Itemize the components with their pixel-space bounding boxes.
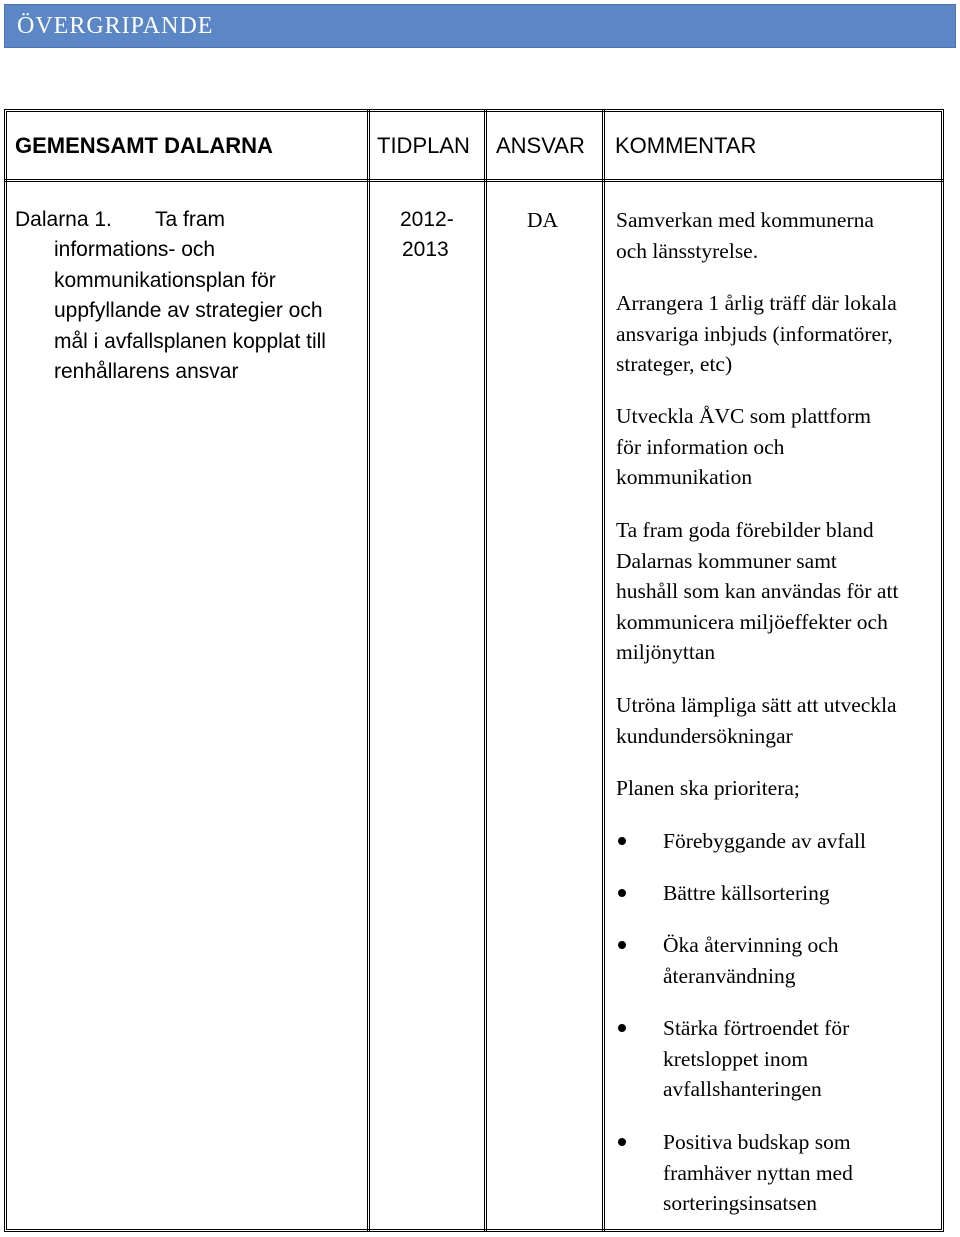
tidplan-line: 2013 — [402, 238, 449, 261]
item-text-line: informations- och — [54, 238, 216, 261]
comment-paragraph: Utveckla ÅVC som plattform för information och kommunikation — [616, 404, 871, 489]
comment-paragraph: Utröna lämpliga sätt att utveckla kundundersökningar — [616, 693, 897, 748]
comment-paragraph: Arrangera 1 årlig träff där lokala ansvariga inbjuds (informatörer, strateger, etc) — [616, 291, 897, 376]
section-title: ÖVERGRIPANDE — [17, 13, 214, 39]
ansvar-value: DA — [527, 208, 559, 232]
item-text-line: renhållarens ansvar — [54, 360, 239, 383]
header-tidplan: TIDPLAN — [377, 133, 470, 158]
bullet-icon — [618, 889, 626, 897]
header-kommentar: KOMMENTAR — [615, 133, 757, 158]
item-text-line: kommunikationsplan för — [54, 269, 276, 292]
column-divider-1 — [367, 109, 370, 1232]
header-divider — [4, 179, 944, 182]
bullet-icon — [618, 837, 626, 845]
item-text-first: Ta fram — [155, 208, 226, 231]
tidplan-line: 2012- — [400, 208, 454, 231]
header-gemensamt-dalarna: GEMENSAMT DALARNA — [15, 133, 273, 158]
comment-paragraph: Planen ska prioritera; — [616, 776, 800, 800]
item-number: Dalarna 1. — [15, 208, 112, 231]
section-banner — [4, 4, 956, 48]
header-ansvar: ANSVAR — [496, 133, 585, 158]
bullet-icon — [618, 1024, 626, 1032]
comment-paragraph: Ta fram goda förebilder bland Dalarnas kommuner samt hushåll som kan användas för att kommunicera miljöeffekter och miljönyttan — [616, 518, 899, 664]
item-text-line: uppfyllande av strategier och — [54, 299, 323, 322]
column-divider-2 — [484, 109, 487, 1232]
bullet-icon — [618, 1138, 626, 1146]
comment-paragraph: Samverkan med kommunerna och länsstyrelse. — [616, 208, 874, 263]
bullet-icon — [618, 941, 626, 949]
item-text-line: mål i avfallsplanen kopplat till — [54, 330, 326, 353]
column-divider-3 — [602, 109, 605, 1232]
